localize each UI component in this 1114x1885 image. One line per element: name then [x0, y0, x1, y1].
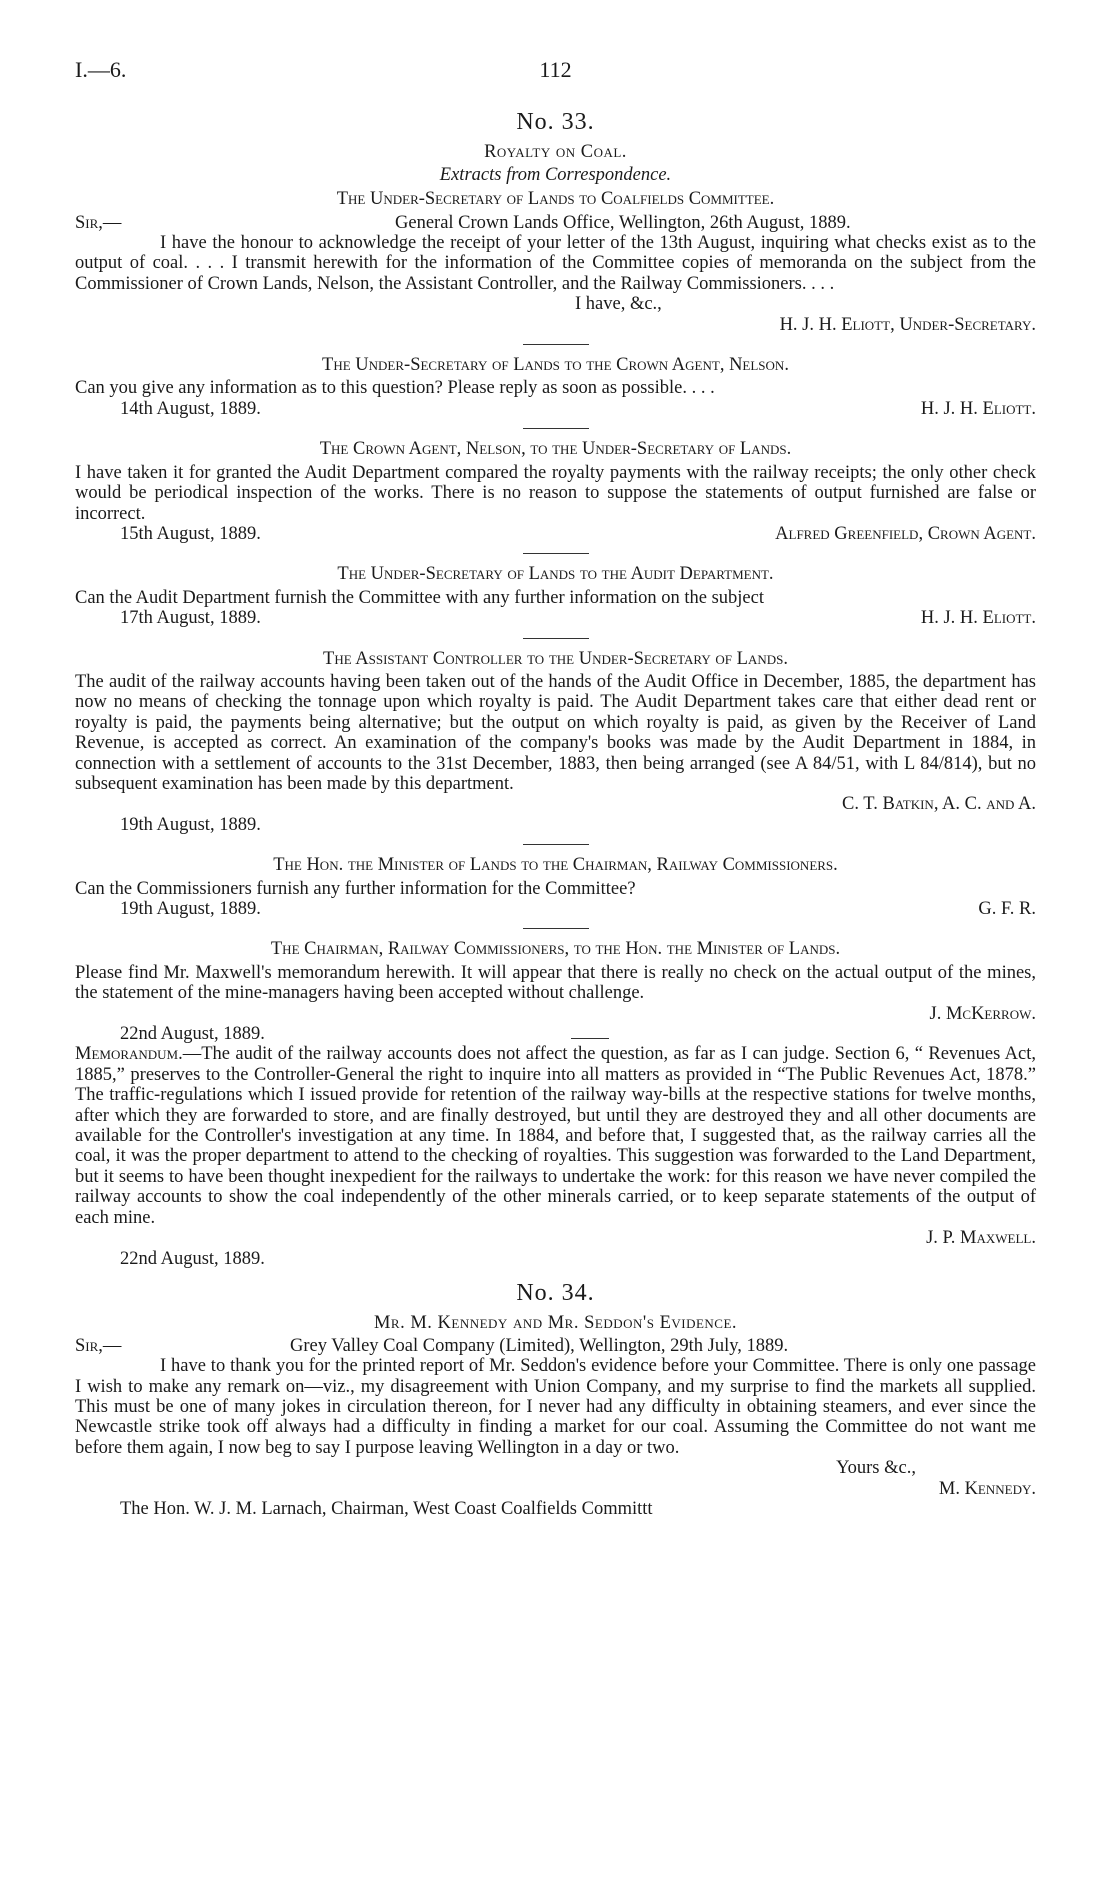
letter-signature: H. J. H. Eliott, Under-Secretary.: [779, 314, 1036, 335]
divider: [523, 844, 589, 845]
page-header: [75, 57, 1036, 104]
memorandum-signature: J. P. Maxwell.: [926, 1228, 1036, 1249]
letter-4: [75, 564, 1036, 628]
letter-date: 22nd August, 1889.: [120, 1024, 265, 1045]
divider: [523, 638, 589, 639]
letter-heading: The Under-Secretary of Lands to the Crown Agent, Nelson.: [322, 355, 789, 376]
letter-date: 15th August, 1889.: [120, 523, 261, 544]
letter-body: I have the honour to acknowledge the receipt of your letter of the 13th August, inquiring what checks exist as to the output of coal. . . . I transmit herewith for the information of the Committee copies of memoranda on the subject from the Commissioner of Crown Lands, Nelson, the Assistant Controller, and the Railway Commissioners. . . .: [75, 233, 1036, 294]
section-title: Royalty on Coal.: [484, 142, 627, 163]
letter-heading: The Assistant Controller to the Under-Secretary of Lands.: [323, 648, 788, 669]
memorandum-lead: Memorandum.: [75, 1044, 183, 1065]
section-title: Mr. M. Kennedy and Mr. Seddon's Evidence.: [373, 1313, 738, 1334]
letter-signature: J. McKerrow.: [929, 1003, 1036, 1024]
letter-6: [75, 855, 1036, 919]
letter-body: Can you give any information as to this question? Please reply as soon as possible. . . .: [75, 378, 715, 399]
letter-heading: The Hon. the Minister of Lands to the Chairman, Railway Commissioners.: [273, 855, 838, 876]
letter-signature: M. Kennedy.: [938, 1478, 1036, 1499]
section-number: No. 34.: [516, 1279, 595, 1306]
salutation: Sir,—: [75, 212, 122, 233]
letter-address: General Crown Lands Office, Wellington, 26th August, 1889.: [395, 212, 851, 233]
letter-signature: G. F. R.: [978, 899, 1036, 919]
memorandum-date: 22nd August, 1889.: [120, 1248, 265, 1269]
letter-body: I have taken it for granted the Audit Department compared the royalty payments with the railway receipts; the only other check would be periodical inspection of the works. There is no reason to suppose the statements of output furnished are false or incorrect.: [75, 462, 1036, 524]
letter-date: 14th August, 1889.: [120, 398, 261, 419]
section-number: No. 33.: [516, 109, 595, 135]
letter-date: 17th August, 1889.: [120, 608, 261, 629]
letter-signature: H. J. H. Eliott.: [920, 398, 1036, 419]
letter-3: [75, 439, 1036, 544]
divider: [523, 428, 589, 429]
memorandum-body: —The audit of the railway accounts does not affect the question, as far as I can judge. Section 6, “ Revenues Act, 1885,” preserves to the Controller-General the right to inquire into all matters as provided in “The Public Revenues Act, 1878.” The traffic-regulations which I issued provide for retention of the railway way-bills at the respective stations for twelve months, after which they are forwarded to store, and are finally destroyed, but until they are destroyed they and all other documents are available for the Controller's investigation at any time. In 1884, and before that, I suggested that, as the railway carries all the coal, it was the proper department to attend to the checking of royalties. This suggestion was forwarded to the Land Department, but it seems to have been thought inexpedient for the railways to undertake the work: for this reason we have never compiled the railway accounts to show the coal independently of the other minerals carried, or to keep separate statements of the output of each mine.: [75, 1044, 1036, 1228]
section-subtitle: Extracts from Correspondence.: [439, 164, 672, 185]
letter-body: The audit of the railway accounts having been taken out of the hands of the Audit Office in December, 1885, the department has now no means of checking the tonnage upon which royalty is paid. The Audit Department takes care that either dead rent or royalty is paid, the payments being alternative; but the output on which royalty is paid, as given by the Receiver of Land Revenue, is accepted as correct. An examination of the company's books was made by the Audit Department in 1884, in connection with a settlement of accounts to the 31st December, 1883, then being arranged (see A 84/51, with L 84/814), but no subsequent examination has been made by this department.: [75, 671, 1036, 794]
section-33: [75, 109, 1036, 1269]
section-34: [75, 1279, 1036, 1519]
letter-address: Grey Valley Coal Company (Limited), Wellington, 29th July, 1889.: [290, 1335, 789, 1356]
letter-2: [75, 355, 1036, 419]
document-reference: I.—6.: [75, 57, 127, 82]
letter-addressee: The Hon. W. J. M. Larnach, Chairman, West Coast Coalfields Committt: [120, 1498, 653, 1519]
memorandum-text: [75, 1044, 1036, 1228]
letter-date: 19th August, 1889.: [120, 899, 261, 919]
divider: [523, 553, 589, 554]
letter-heading: The Chairman, Railway Commissioners, to the Hon. the Minister of Lands.: [270, 939, 841, 960]
divider: [523, 344, 589, 345]
letter-signature: Alfred Greenfield, Crown Agent.: [775, 523, 1036, 544]
letter-closing: I have, &c.,: [575, 294, 662, 315]
letter-7: [75, 939, 1036, 1044]
letter-heading: The Under-Secretary of Lands to the Audit Department.: [337, 564, 774, 585]
letter-signature: C. T. Batkin, A. C. and A.: [842, 794, 1036, 815]
divider: [523, 928, 589, 929]
letter-heading: The Under-Secretary of Lands to Coalfields Committee.: [336, 189, 775, 210]
letter-heading: The Crown Agent, Nelson, to the Under-Secretary of Lands.: [319, 439, 792, 460]
letter-body: Please find Mr. Maxwell's memorandum herewith. It will appear that there is really no check on the actual output of the mines, the statement of the mine-managers having been accepted without challenge.: [75, 962, 1036, 1004]
letter-body: Can the Audit Department furnish the Committee with any further information on the subject: [75, 587, 764, 608]
letter-body: I have to thank you for the printed report of Mr. Seddon's evidence before your Committee. There is only one passage I wish to make any remark on—viz., my disagreement with Union Company, and my surprise to find the markets all supplied. This must be one of many jokes in circulation thereon, for I never had any difficulty in obtaining steamers, and ever since the Newcastle strike took off always had a difficulty in finding a market for our coal. Assuming the Committee do not want me before them again, I now beg to say I purpose leaving Wellington in a day or two.: [75, 1356, 1036, 1458]
letter-signature: H. J. H. Eliott.: [920, 608, 1036, 629]
letter-date: 19th August, 1889.: [120, 814, 261, 835]
letter-body: Can the Commissioners furnish any further information for the Committee?: [75, 878, 636, 899]
memorandum: [75, 1044, 1036, 1268]
salutation: Sir,—: [75, 1335, 122, 1356]
letter-5: [75, 649, 1036, 836]
divider: [571, 1038, 609, 1039]
letter-closing: Yours &c.,: [836, 1458, 916, 1479]
letter-1: [75, 189, 1036, 335]
page-number: 112: [539, 57, 572, 82]
